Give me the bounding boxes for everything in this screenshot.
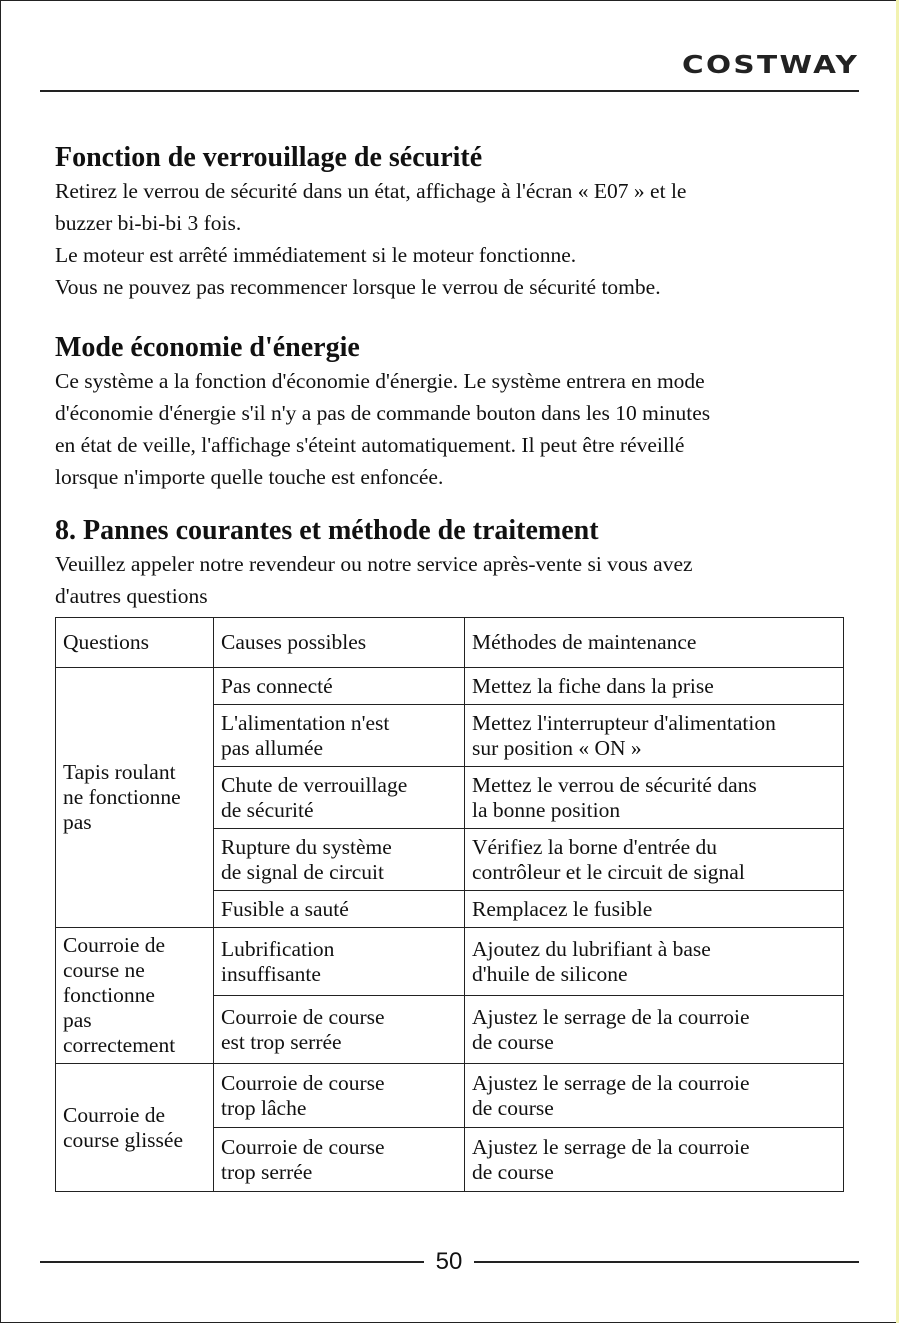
cell-line: trop lâche bbox=[221, 1095, 307, 1120]
paragraph-line: d'économie d'énergie s'il n'y a pas de commande bouton dans les 10 minutes bbox=[55, 401, 711, 425]
question-cell bbox=[56, 1064, 214, 1192]
footer-rule-right bbox=[474, 1261, 859, 1263]
cell-line: d'huile de silicone bbox=[472, 961, 628, 986]
cause-cell bbox=[214, 705, 465, 767]
question-cell bbox=[56, 668, 214, 928]
cell-line: est trop serrée bbox=[221, 1029, 342, 1054]
paragraph-line: buzzer bi-bi-bi 3 fois. bbox=[55, 211, 242, 235]
cell-line: pas bbox=[63, 1008, 92, 1032]
section-title: 8. Pannes courantes et méthode de traitement bbox=[55, 515, 599, 546]
cell-line: Fusible a sauté bbox=[221, 896, 349, 921]
paragraph-line: Retirez le verrou de sécurité dans un état, affichage à l'écran « E07 » et le bbox=[55, 179, 687, 203]
cell-line: Mettez l'interrupteur d'alimentation bbox=[472, 710, 776, 735]
method-cell bbox=[465, 1128, 844, 1192]
section-troubleshooting bbox=[55, 514, 855, 612]
cell-line: course ne bbox=[63, 958, 145, 982]
cell-line: de course bbox=[472, 1095, 554, 1120]
cell-line: de signal de circuit bbox=[221, 859, 384, 884]
cell-line: Mettez la fiche dans la prise bbox=[472, 673, 714, 698]
method-cell bbox=[465, 668, 844, 705]
method-cell bbox=[465, 767, 844, 829]
cell-line: Rupture du système bbox=[221, 834, 392, 859]
cell-line: Tapis roulant bbox=[63, 760, 176, 784]
cell-line: de sécurité bbox=[221, 797, 314, 822]
cause-cell bbox=[214, 1064, 465, 1128]
column-header-questions: Questions bbox=[56, 618, 214, 668]
paragraph-line: Vous ne pouvez pas recommencer lorsque le verrou de sécurité tombe. bbox=[55, 275, 661, 299]
table-row bbox=[56, 1064, 844, 1128]
cell-line: Ajoutez du lubrifiant à base bbox=[472, 936, 711, 961]
cell-line: Mettez le verrou de sécurité dans bbox=[472, 772, 757, 797]
footer-rule-left bbox=[40, 1261, 424, 1263]
method-cell bbox=[465, 928, 844, 996]
cell-line: Ajustez le serrage de la courroie bbox=[472, 1004, 750, 1029]
paragraph-line: lorsque n'importe quelle touche est enfoncée. bbox=[55, 465, 444, 489]
section-safety-lock bbox=[55, 141, 855, 303]
column-header-causes: Causes possibles bbox=[214, 618, 465, 668]
cause-cell bbox=[214, 829, 465, 891]
troubleshooting-table bbox=[55, 617, 844, 1192]
method-cell bbox=[465, 996, 844, 1064]
cell-line: pas bbox=[63, 810, 92, 834]
cell-line: course glissée bbox=[63, 1127, 184, 1152]
paragraph-line: Le moteur est arrêté immédiatement si le moteur fonctionne. bbox=[55, 243, 577, 267]
brand-logo: COSTWAY bbox=[681, 50, 859, 79]
cell-line: Courroie de bbox=[63, 933, 166, 957]
method-cell bbox=[465, 1064, 844, 1128]
cell-line: insuffisante bbox=[221, 961, 321, 986]
cell-line: Pas connecté bbox=[221, 673, 333, 698]
paragraph-line: Ce système a la fonction d'économie d'énergie. Le système entrera en mode bbox=[55, 369, 705, 393]
cell-line: trop serrée bbox=[221, 1159, 313, 1184]
method-cell bbox=[465, 829, 844, 891]
cell-line: Ajustez le serrage de la courroie bbox=[472, 1134, 750, 1159]
cell-line: fonctionne bbox=[63, 983, 155, 1007]
question-cell bbox=[56, 928, 214, 1064]
cell-line: de course bbox=[472, 1029, 554, 1054]
cell-line: Courroie de bbox=[63, 1102, 166, 1127]
cell-line: correctement bbox=[63, 1033, 176, 1057]
section-title: Fonction de verrouillage de sécurité bbox=[55, 142, 483, 173]
page-number: 50 bbox=[435, 1248, 463, 1275]
cell-line: sur position « ON » bbox=[472, 735, 642, 760]
cell-line: Courroie de course bbox=[221, 1070, 385, 1095]
cell-line: Vérifiez la borne d'entrée du bbox=[472, 834, 718, 859]
section-energy-saving bbox=[55, 331, 855, 493]
cause-cell bbox=[214, 891, 465, 928]
paragraph-line: en état de veille, l'affichage s'éteint automatiquement. Il peut être réveillé bbox=[55, 433, 685, 457]
cell-line: contrôleur et le circuit de signal bbox=[472, 859, 745, 884]
cause-cell bbox=[214, 996, 465, 1064]
cause-cell bbox=[214, 668, 465, 705]
paragraph-line: d'autres questions bbox=[55, 584, 208, 608]
cause-cell bbox=[214, 928, 465, 996]
cell-line: Ajustez le serrage de la courroie bbox=[472, 1070, 750, 1095]
cause-cell bbox=[214, 1128, 465, 1192]
table-row bbox=[56, 928, 844, 996]
cell-line: Remplacez le fusible bbox=[472, 896, 653, 921]
column-header-methods: Méthodes de maintenance bbox=[465, 618, 844, 668]
cell-line: Chute de verrouillage bbox=[221, 772, 408, 797]
paragraph-line: Veuillez appeler notre revendeur ou notre service après-vente si vous avez bbox=[55, 552, 693, 576]
table-header-row bbox=[56, 618, 844, 668]
table-row bbox=[56, 668, 844, 705]
cell-line: la bonne position bbox=[472, 797, 621, 822]
section-title: Mode économie d'énergie bbox=[55, 332, 360, 363]
cell-line: ne fonctionne bbox=[63, 785, 181, 809]
method-cell bbox=[465, 891, 844, 928]
header-rule bbox=[40, 90, 859, 92]
cell-line: Courroie de course bbox=[221, 1004, 385, 1029]
method-cell bbox=[465, 705, 844, 767]
cell-line: Lubrification bbox=[221, 936, 335, 961]
cell-line: L'alimentation n'est bbox=[221, 710, 390, 735]
cause-cell bbox=[214, 767, 465, 829]
cell-line: de course bbox=[472, 1159, 554, 1184]
cell-line: pas allumée bbox=[221, 735, 324, 760]
cell-line: Courroie de course bbox=[221, 1134, 385, 1159]
